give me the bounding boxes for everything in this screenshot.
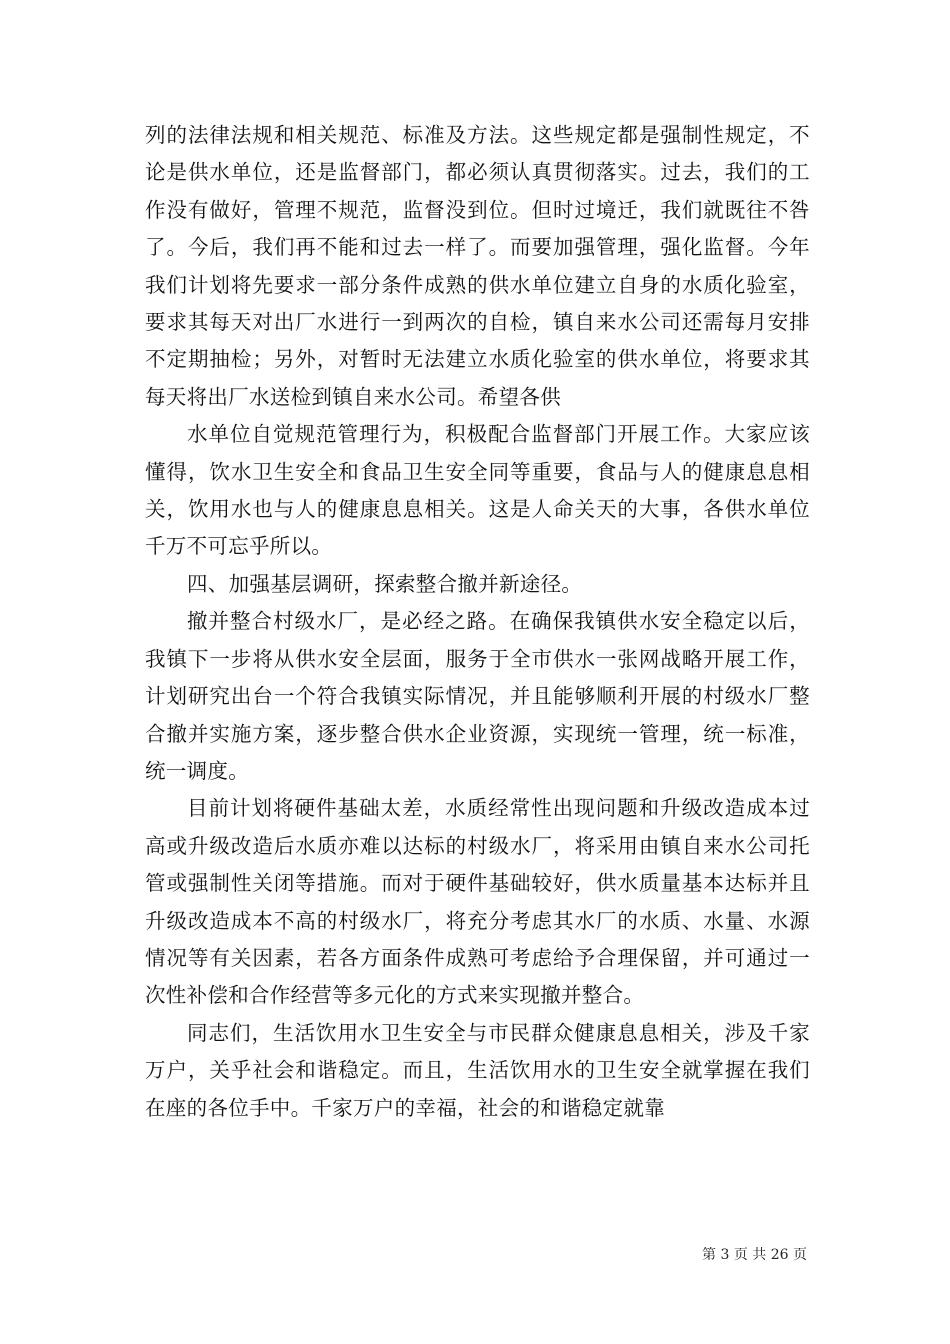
paragraph-current-plan: 目前计划将硬件基础太差，水质经常性出现问题和升级改造成本过高或升级改造后水质亦难以达标的村级水厂，将采用由镇自来水公司托管或强制性关闭等措施。而对于硬件基础较好，供水质量基本达标并且升级改造成本不高的村级水厂，将充分考虑其水厂的水质、水量、水源情况等有关因素，若各方面条件成熟可考虑给予合理保留，并可通过一次性补偿和合作经营等多元化的方式来实现撤并整合。	[145, 796, 810, 1008]
paragraph-self-regulation: 水单位自觉规范管理行为，积极配合监督部门开展工作。大家应该懂得，饮水卫生安全和食品卫生安全同等重要，食品与人的健康息息相关，饮用水也与人的健康息息相关。这是人命关天的大事，各供水单位千万不可忘乎所以。	[145, 422, 810, 559]
section-heading-four: 四、加强基层调研，探索整合撤并新途径。	[187, 571, 583, 596]
paragraph-merge-plan: 撤并整合村级水厂，是必经之路。在确保我镇供水安全稳定以后，我镇下一步将从供水安全层面，服务于全市供水一张网战略开展工作，计划研究出台一个符合我镇实际情况，并且能够顺利开展的村级水厂整合撤并实施方案，逐步整合供水企业资源，实现统一管理，统一标准，统一调度。	[145, 609, 810, 783]
document-body	[145, 117, 810, 1127]
page-number-footer: 第 3 页 共 26 页	[702, 1247, 807, 1263]
paragraph-regulations: 列的法律法规和相关规范、标准及方法。这些规定都是强制性规定，不论是供水单位，还是监督部门，都必须认真贯彻落实。过去，我们的工作没有做好，管理不规范，监督没到位。但时过境迁，我们就既往不咎了。今后，我们再不能和过去一样了。而要加强管理，强化监督。今年我们计划将先要求一部分条件成熟的供水单位建立自身的水质化验室，要求其每天对出厂水进行一到两次的自检，镇自来水公司还需每月安排不定期抽检；另外，对暂时无法建立水质化验室的供水单位，将要求其每天将出厂水送检到镇自来水公司。希望各供	[145, 123, 810, 409]
paragraph-closing-address: 同志们，生活饮用水卫生安全与市民群众健康息息相关，涉及千家万户，关乎社会和谐稳定。而且，生活饮用水的卫生安全就掌握在我们在座的各位手中。千家万户的幸福，社会的和谐稳定就靠	[145, 1020, 810, 1120]
